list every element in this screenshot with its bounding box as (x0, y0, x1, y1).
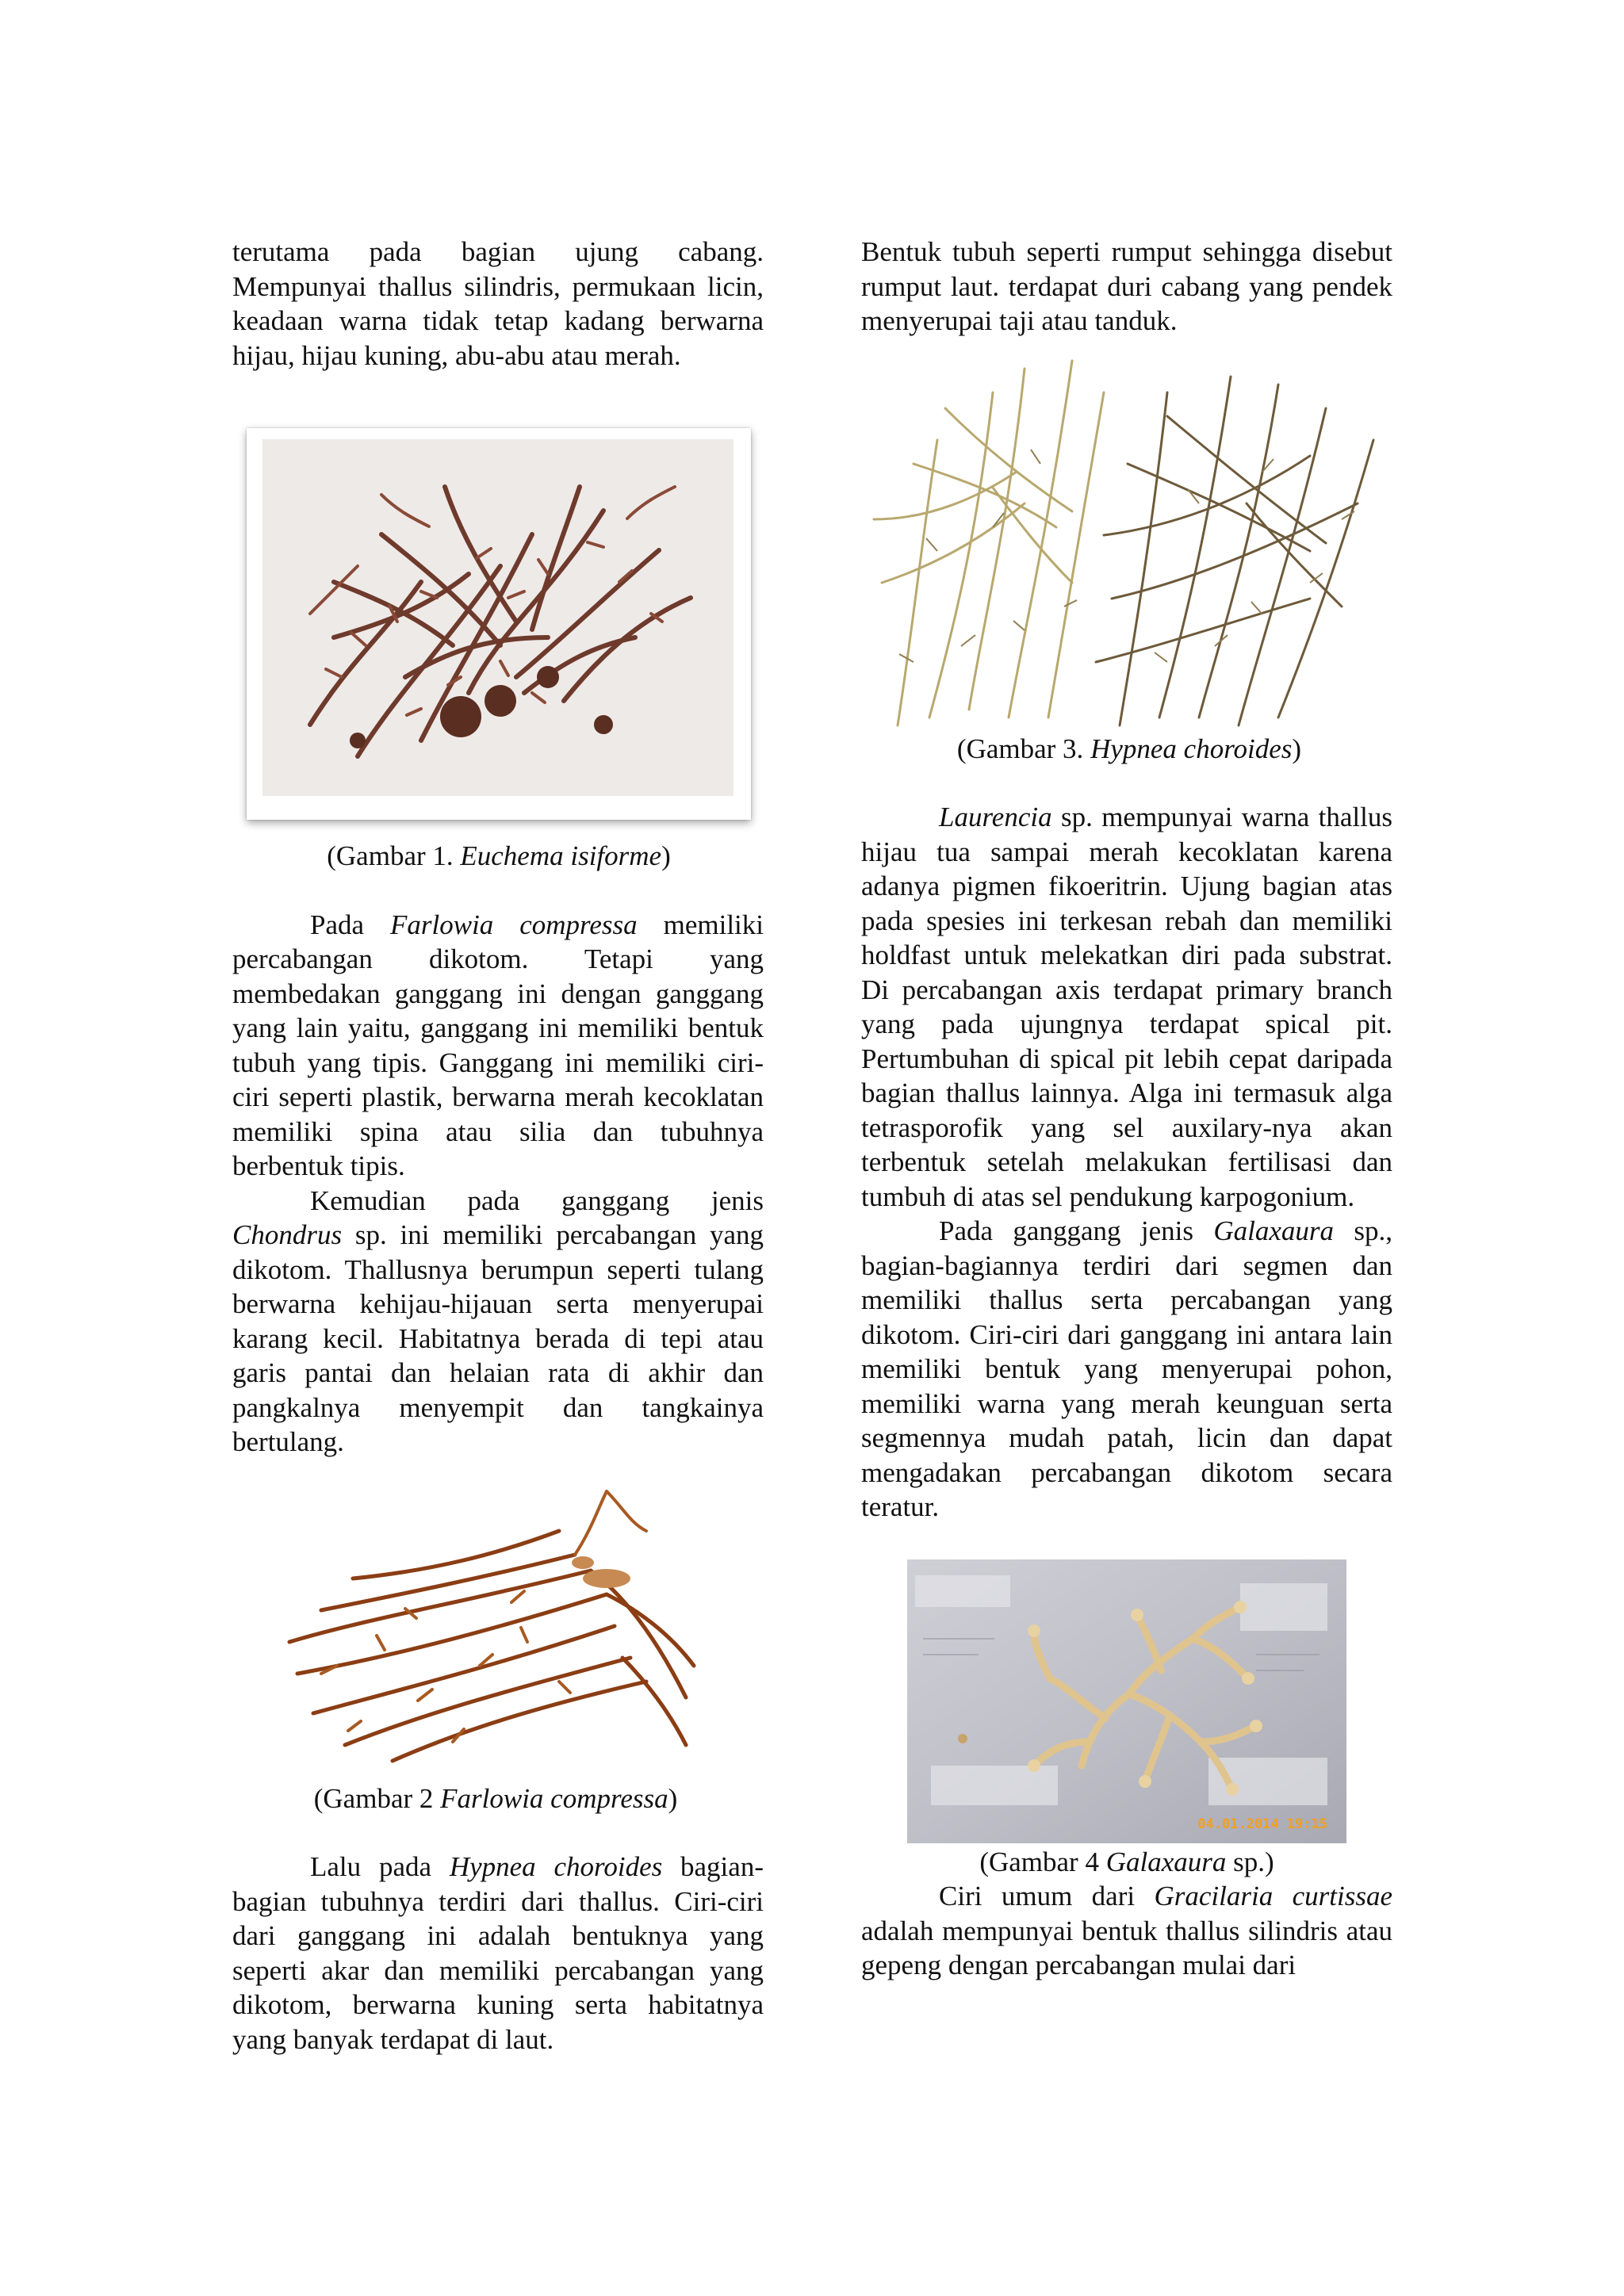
figure-1-caption: (Gambar 1. Euchema isiforme) (327, 840, 671, 871)
figure-3 (866, 345, 1392, 767)
euchema-isiforme-photo (262, 439, 733, 796)
paragraph-farlowia: Pada Farlowia compressa memiliki percabangan dikotom. Tetapi yang membedakan ganggang ini dengan ganggang yang lain yaitu, ganggang ini memiliki bentuk tubuh yang tipis. Ganggang ini memiliki ciri-ciri seperti plastik, berwarna merah kecoklatan memiliki spina atau silia dan tubuhnya berbentuk tipis. (232, 909, 764, 1181)
figure-3-caption: (Gambar 3. Hypnea choroides) (956, 733, 1302, 764)
figure-2 (274, 1475, 718, 1816)
figure-4-caption: (Gambar 4 Galaxaura sp.) (979, 1846, 1274, 1877)
paragraph-bentuk-continued: Bentuk tubuh seperti rumput sehingga disebut rumput laut. terdapat duri cabang yang pendek menyerupai taji atau tanduk. (861, 236, 1392, 336)
galaxaura-photo (907, 1559, 1346, 1843)
paragraph-chondrus: Kemudian pada ganggang jenis Chondrus sp. ini memiliki percabangan yang dikotom. Thallusnya berumpun seperti tulang berwarna kehijau-hijauan serta menyerupai karang kecil. Habitatnya berada di tepi atau garis pantai dan helaian rata di akhir dan pangkalnya menyempit dan tangkainya bertulang. (232, 1184, 764, 1457)
figure-1 (247, 428, 751, 874)
photo-frame (247, 428, 751, 820)
left-column (232, 235, 764, 2057)
farlowia-compressa-photo (274, 1475, 718, 1777)
galaxaura-photo-wrap (907, 1559, 1346, 1843)
paragraph-laurencia: Laurencia sp. mempunyai warna thallus hijau tua sampai merah kecoklatan karena adanya pigmen fikoeritrin. Ujung bagian atas pada spesies ini terkesan rebah dan memiliki holdfast untuk melekatkan diri pada substrat. Di percabangan axis terdapat primary branch yang pada ujungnya terdapat spical pit. Pertumbuhan di spical pit lebih cepat daripada bagian thallus lainnya. Alga ini termasuk alga tetrasporofik yang sel auxilary-nya akan terbentuk setelah melakukan fertilisasi dan tumbuh di atas sel pendukung karpogonium. (861, 802, 1392, 1212)
paragraph-galaxaura: Pada ganggang jenis Galaxaura sp., bagian-bagiannya terdiri dari segmen dan memiliki thallus serta percabangan yang dikotom. Ciri-ciri dari ganggang ini antara lain memiliki bentuk yang menyerupai pohon, memiliki warna yang merah keunguan serta segmennya mudah patah, licin dan dapat mengadakan percabangan dikotom secara teratur. (861, 1215, 1392, 1522)
hypnea-choroides-photo (866, 345, 1392, 732)
right-column (861, 235, 1392, 1983)
photo-timestamp: 04.01.2014 19:15 (1197, 1816, 1327, 1832)
figure-4 (907, 1559, 1346, 1880)
paragraph-hypnea: Lalu pada Hypnea choroides bagian-bagian tubuhnya terdiri dari thallus. Ciri-ciri dari ganggang ini adalah bentuknya yang seperti akar dan memiliki percabangan yang dikotom, berwarna kuning serta habitatnya yang banyak terdapat di laut. (232, 1851, 764, 2055)
figure-2-caption: (Gambar 2 Farlowia compressa) (313, 1782, 678, 1814)
paragraph-gracilaria: Ciri umum dari Gracilaria curtissae adalah mempunyai bentuk thallus silindris atau gepeng dengan percabangan mulai dari (861, 1881, 1392, 1980)
paragraph-intro-continued: terutama pada bagian ujung cabang. Mempunyai thallus silindris, permukaan licin, keadaan warna tidak tetap kadang berwarna hijau, hijau kuning, abu-abu atau merah. (232, 236, 764, 371)
